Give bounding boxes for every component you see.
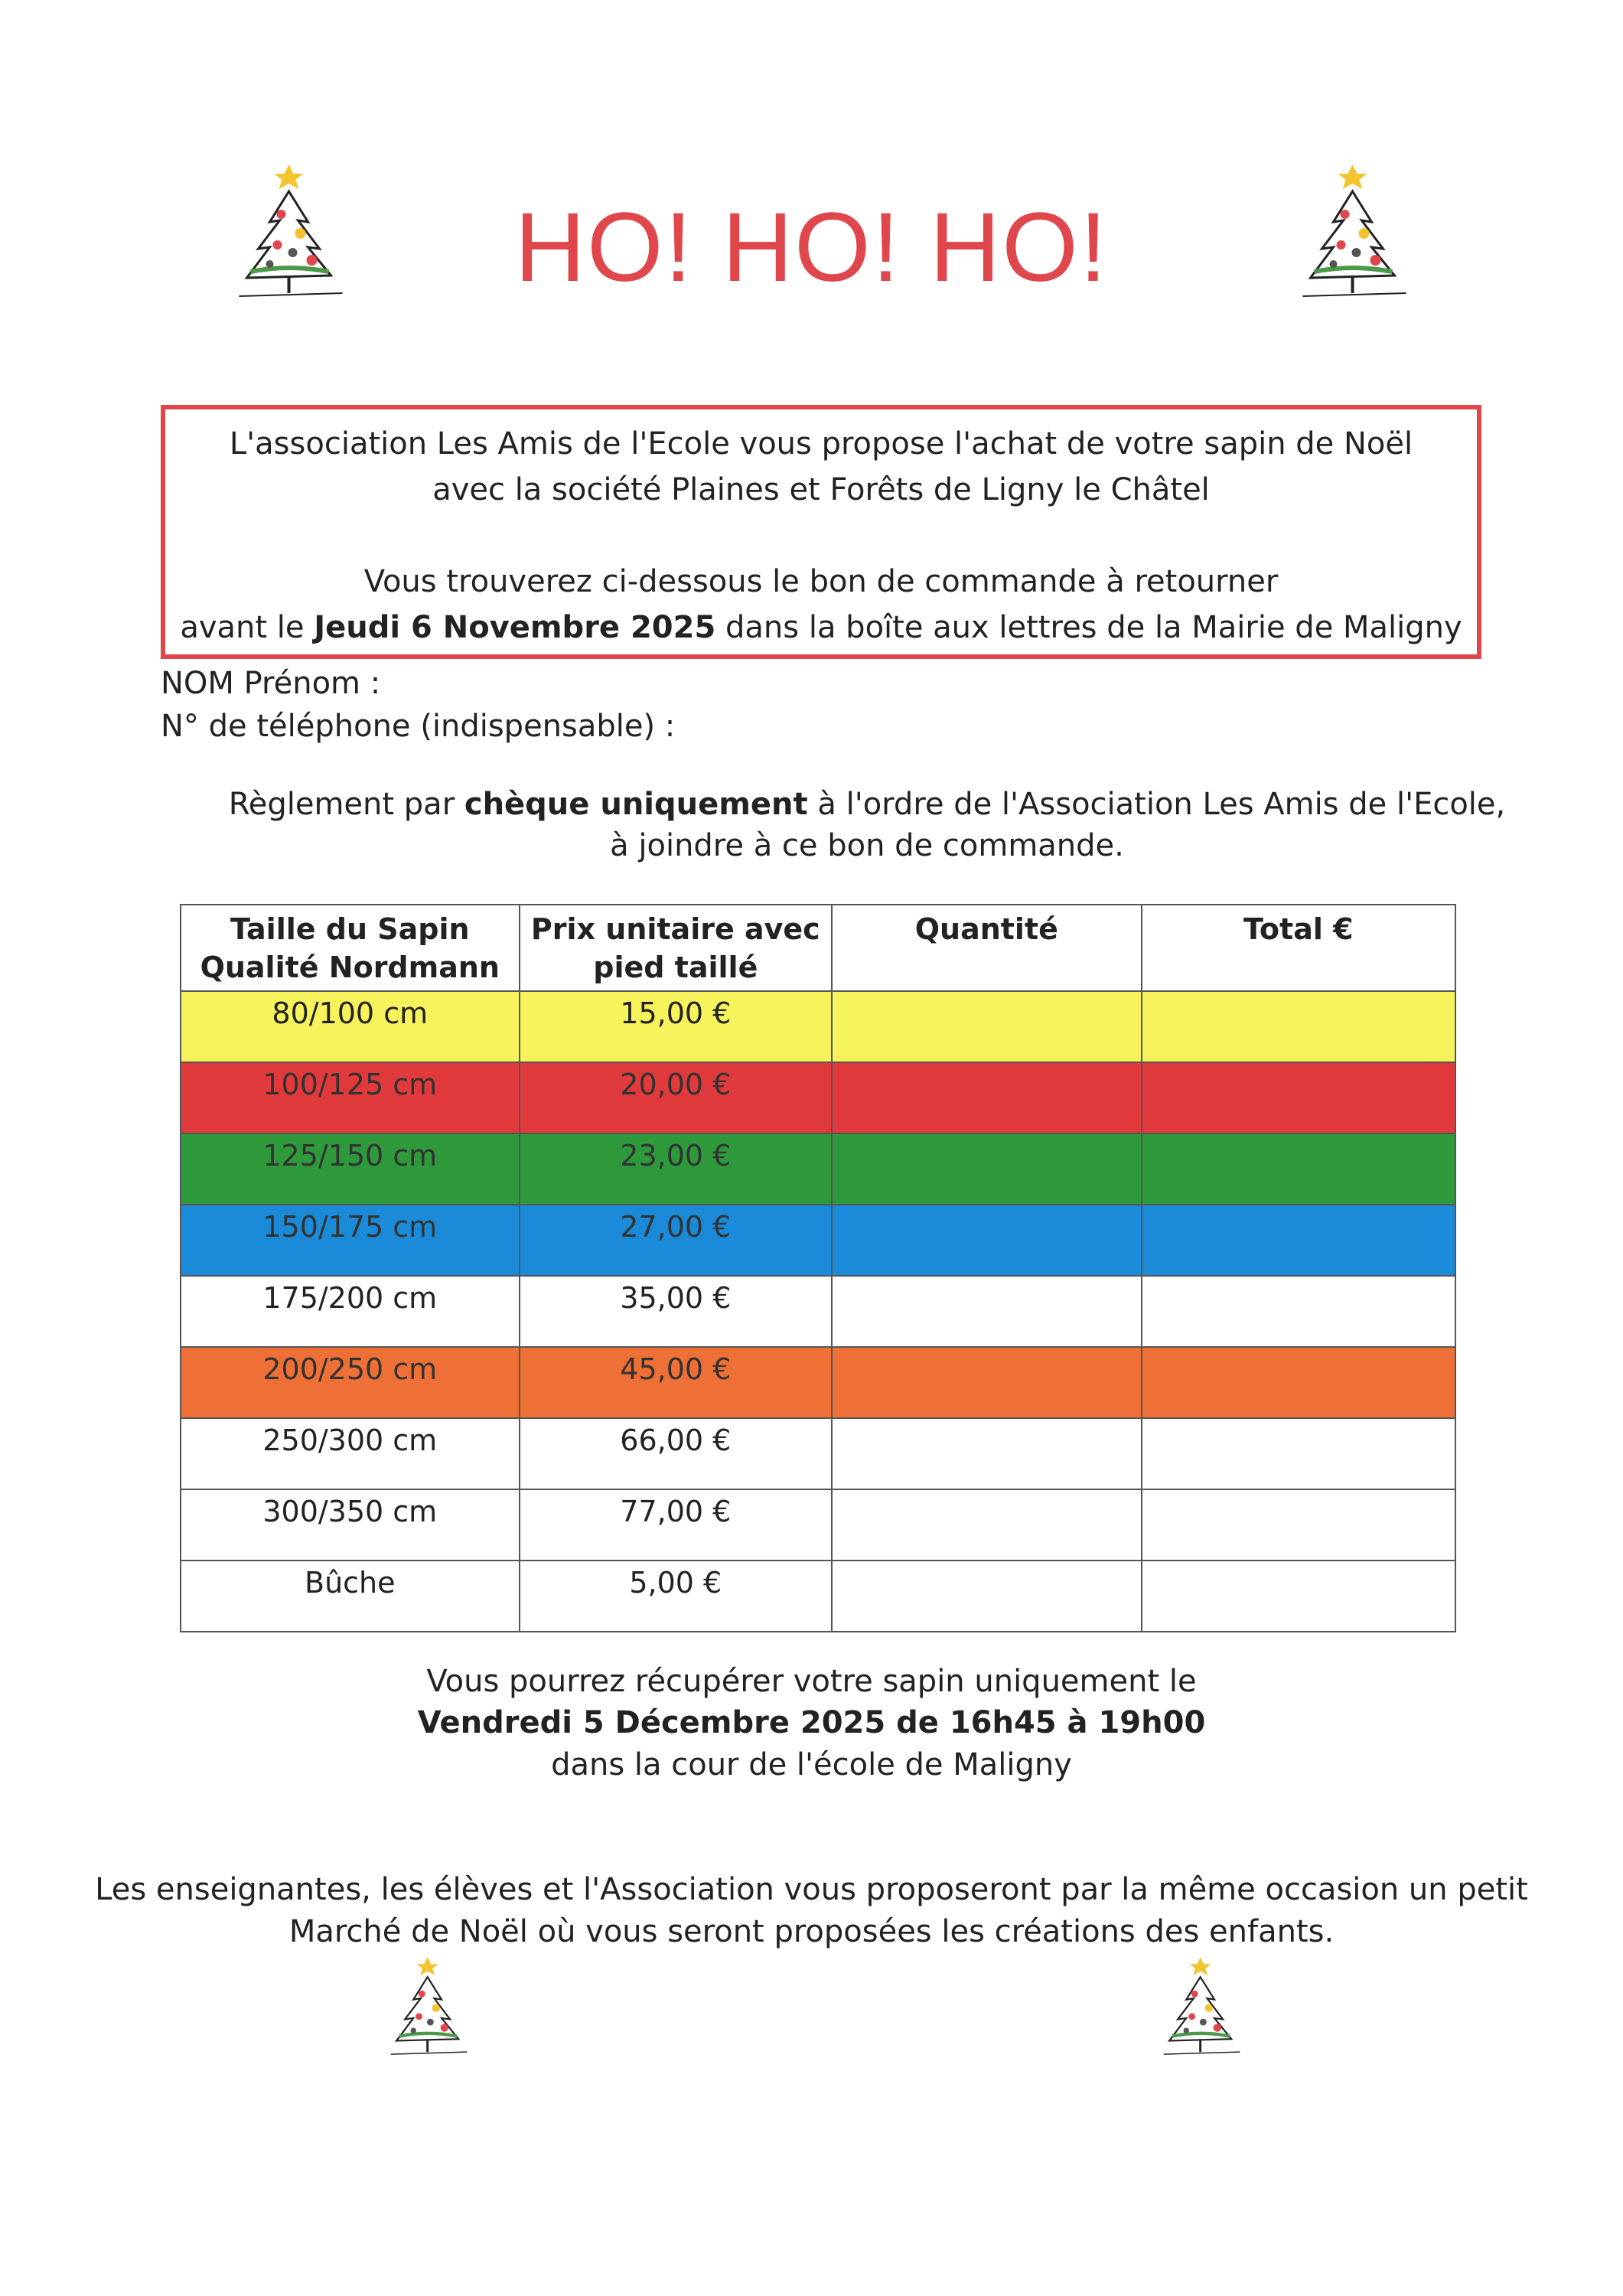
table-row <box>181 1062 1455 1133</box>
size-cell: 125/150 cm <box>181 1133 520 1205</box>
market-line: Les enseignantes, les élèves et l'Association vous proposeront par la même occasion un petit <box>95 1872 1528 1907</box>
table-row <box>181 1561 1455 1632</box>
total-cell[interactable] <box>1142 1418 1455 1489</box>
quantity-cell[interactable] <box>832 1347 1142 1418</box>
total-cell[interactable] <box>1142 1205 1455 1276</box>
quantity-cell[interactable] <box>832 1276 1142 1347</box>
text: dans la boîte aux lettres de la Mairie de Maligny <box>715 610 1462 645</box>
total-cell[interactable] <box>1142 1133 1455 1205</box>
total-cell[interactable] <box>1142 1347 1455 1418</box>
size-cell: 250/300 cm <box>181 1418 520 1489</box>
text: Règlement par <box>228 787 464 822</box>
price-cell: 45,00 € <box>520 1347 833 1418</box>
quantity-cell[interactable] <box>832 1062 1142 1133</box>
header-quantity: Quantité <box>832 905 1142 991</box>
total-cell[interactable] <box>1142 1276 1455 1347</box>
header-price: Prix unitaire avec pied taillé <box>520 905 833 991</box>
total-cell[interactable] <box>1142 1489 1455 1561</box>
phone-field-label[interactable]: N° de téléphone (indispensable) : <box>161 709 676 744</box>
name-field-label[interactable]: NOM Prénom : <box>161 666 381 701</box>
payment-method: chèque uniquement <box>464 787 808 822</box>
intro-deadline <box>165 610 1477 645</box>
pickup-line: Vous pourrez récupérer votre sapin uniquement le <box>426 1664 1197 1699</box>
header-total: Total € <box>1142 905 1455 991</box>
quantity-cell[interactable] <box>832 991 1142 1062</box>
intro-line: L'association Les Amis de l'Ecole vous propose l'achat de votre sapin de Noël <box>229 426 1413 461</box>
page-title: HO! HO! HO! <box>514 193 1109 302</box>
intro-box <box>161 405 1481 659</box>
deadline-date: Jeudi 6 Novembre 2025 <box>314 610 716 645</box>
quantity-cell[interactable] <box>832 1561 1142 1632</box>
intro-line: Vous trouverez ci-dessous le bon de commande à retourner <box>363 564 1279 599</box>
price-cell: 35,00 € <box>520 1276 833 1347</box>
price-cell: 66,00 € <box>520 1418 833 1489</box>
total-cell[interactable] <box>1142 1062 1455 1133</box>
table-row <box>181 1489 1455 1561</box>
payment-line: à joindre à ce bon de commande. <box>610 828 1124 863</box>
quantity-cell[interactable] <box>832 1418 1142 1489</box>
pickup-line: dans la cour de l'école de Maligny <box>551 1747 1072 1782</box>
total-cell[interactable] <box>1142 1561 1455 1632</box>
pickup-date: Vendredi 5 Décembre 2025 de 16h45 à 19h00 <box>417 1705 1206 1740</box>
size-cell: 150/175 cm <box>181 1205 520 1276</box>
christmas-tree-icon <box>381 1952 477 2059</box>
size-cell: 175/200 cm <box>181 1276 520 1347</box>
header-size: Taille du Sapin Qualité Nordmann <box>181 905 520 991</box>
text: avant le <box>180 610 314 645</box>
size-cell: Bûche <box>181 1561 520 1632</box>
table-row <box>181 1205 1455 1276</box>
market-line: Marché de Noël où vous seront proposées les créations des enfants. <box>288 1914 1335 1949</box>
size-cell: 80/100 cm <box>181 991 520 1062</box>
table-row <box>181 1276 1455 1347</box>
price-cell: 15,00 € <box>520 991 833 1062</box>
price-cell: 77,00 € <box>520 1489 833 1561</box>
price-cell: 27,00 € <box>520 1205 833 1276</box>
christmas-tree-icon <box>1154 1952 1250 2059</box>
price-cell: 5,00 € <box>520 1561 833 1632</box>
size-cell: 100/125 cm <box>181 1062 520 1133</box>
order-table <box>180 904 1456 1632</box>
quantity-cell[interactable] <box>832 1489 1142 1561</box>
table-row <box>181 1133 1455 1205</box>
payment-line <box>0 787 1623 822</box>
price-cell: 20,00 € <box>520 1062 833 1133</box>
quantity-cell[interactable] <box>832 1205 1142 1276</box>
table-row <box>181 991 1455 1062</box>
total-cell[interactable] <box>1142 991 1455 1062</box>
quantity-cell[interactable] <box>832 1133 1142 1205</box>
intro-line: avec la société Plaines et Forêts de Ligny le Châtel <box>432 472 1210 507</box>
size-cell: 200/250 cm <box>181 1347 520 1418</box>
size-cell: 300/350 cm <box>181 1489 520 1561</box>
price-cell: 23,00 € <box>520 1133 833 1205</box>
table-row <box>181 1347 1455 1418</box>
text: à l'ordre de l'Association Les Amis de l'Ecole, <box>807 787 1506 822</box>
table-row <box>181 1418 1455 1489</box>
